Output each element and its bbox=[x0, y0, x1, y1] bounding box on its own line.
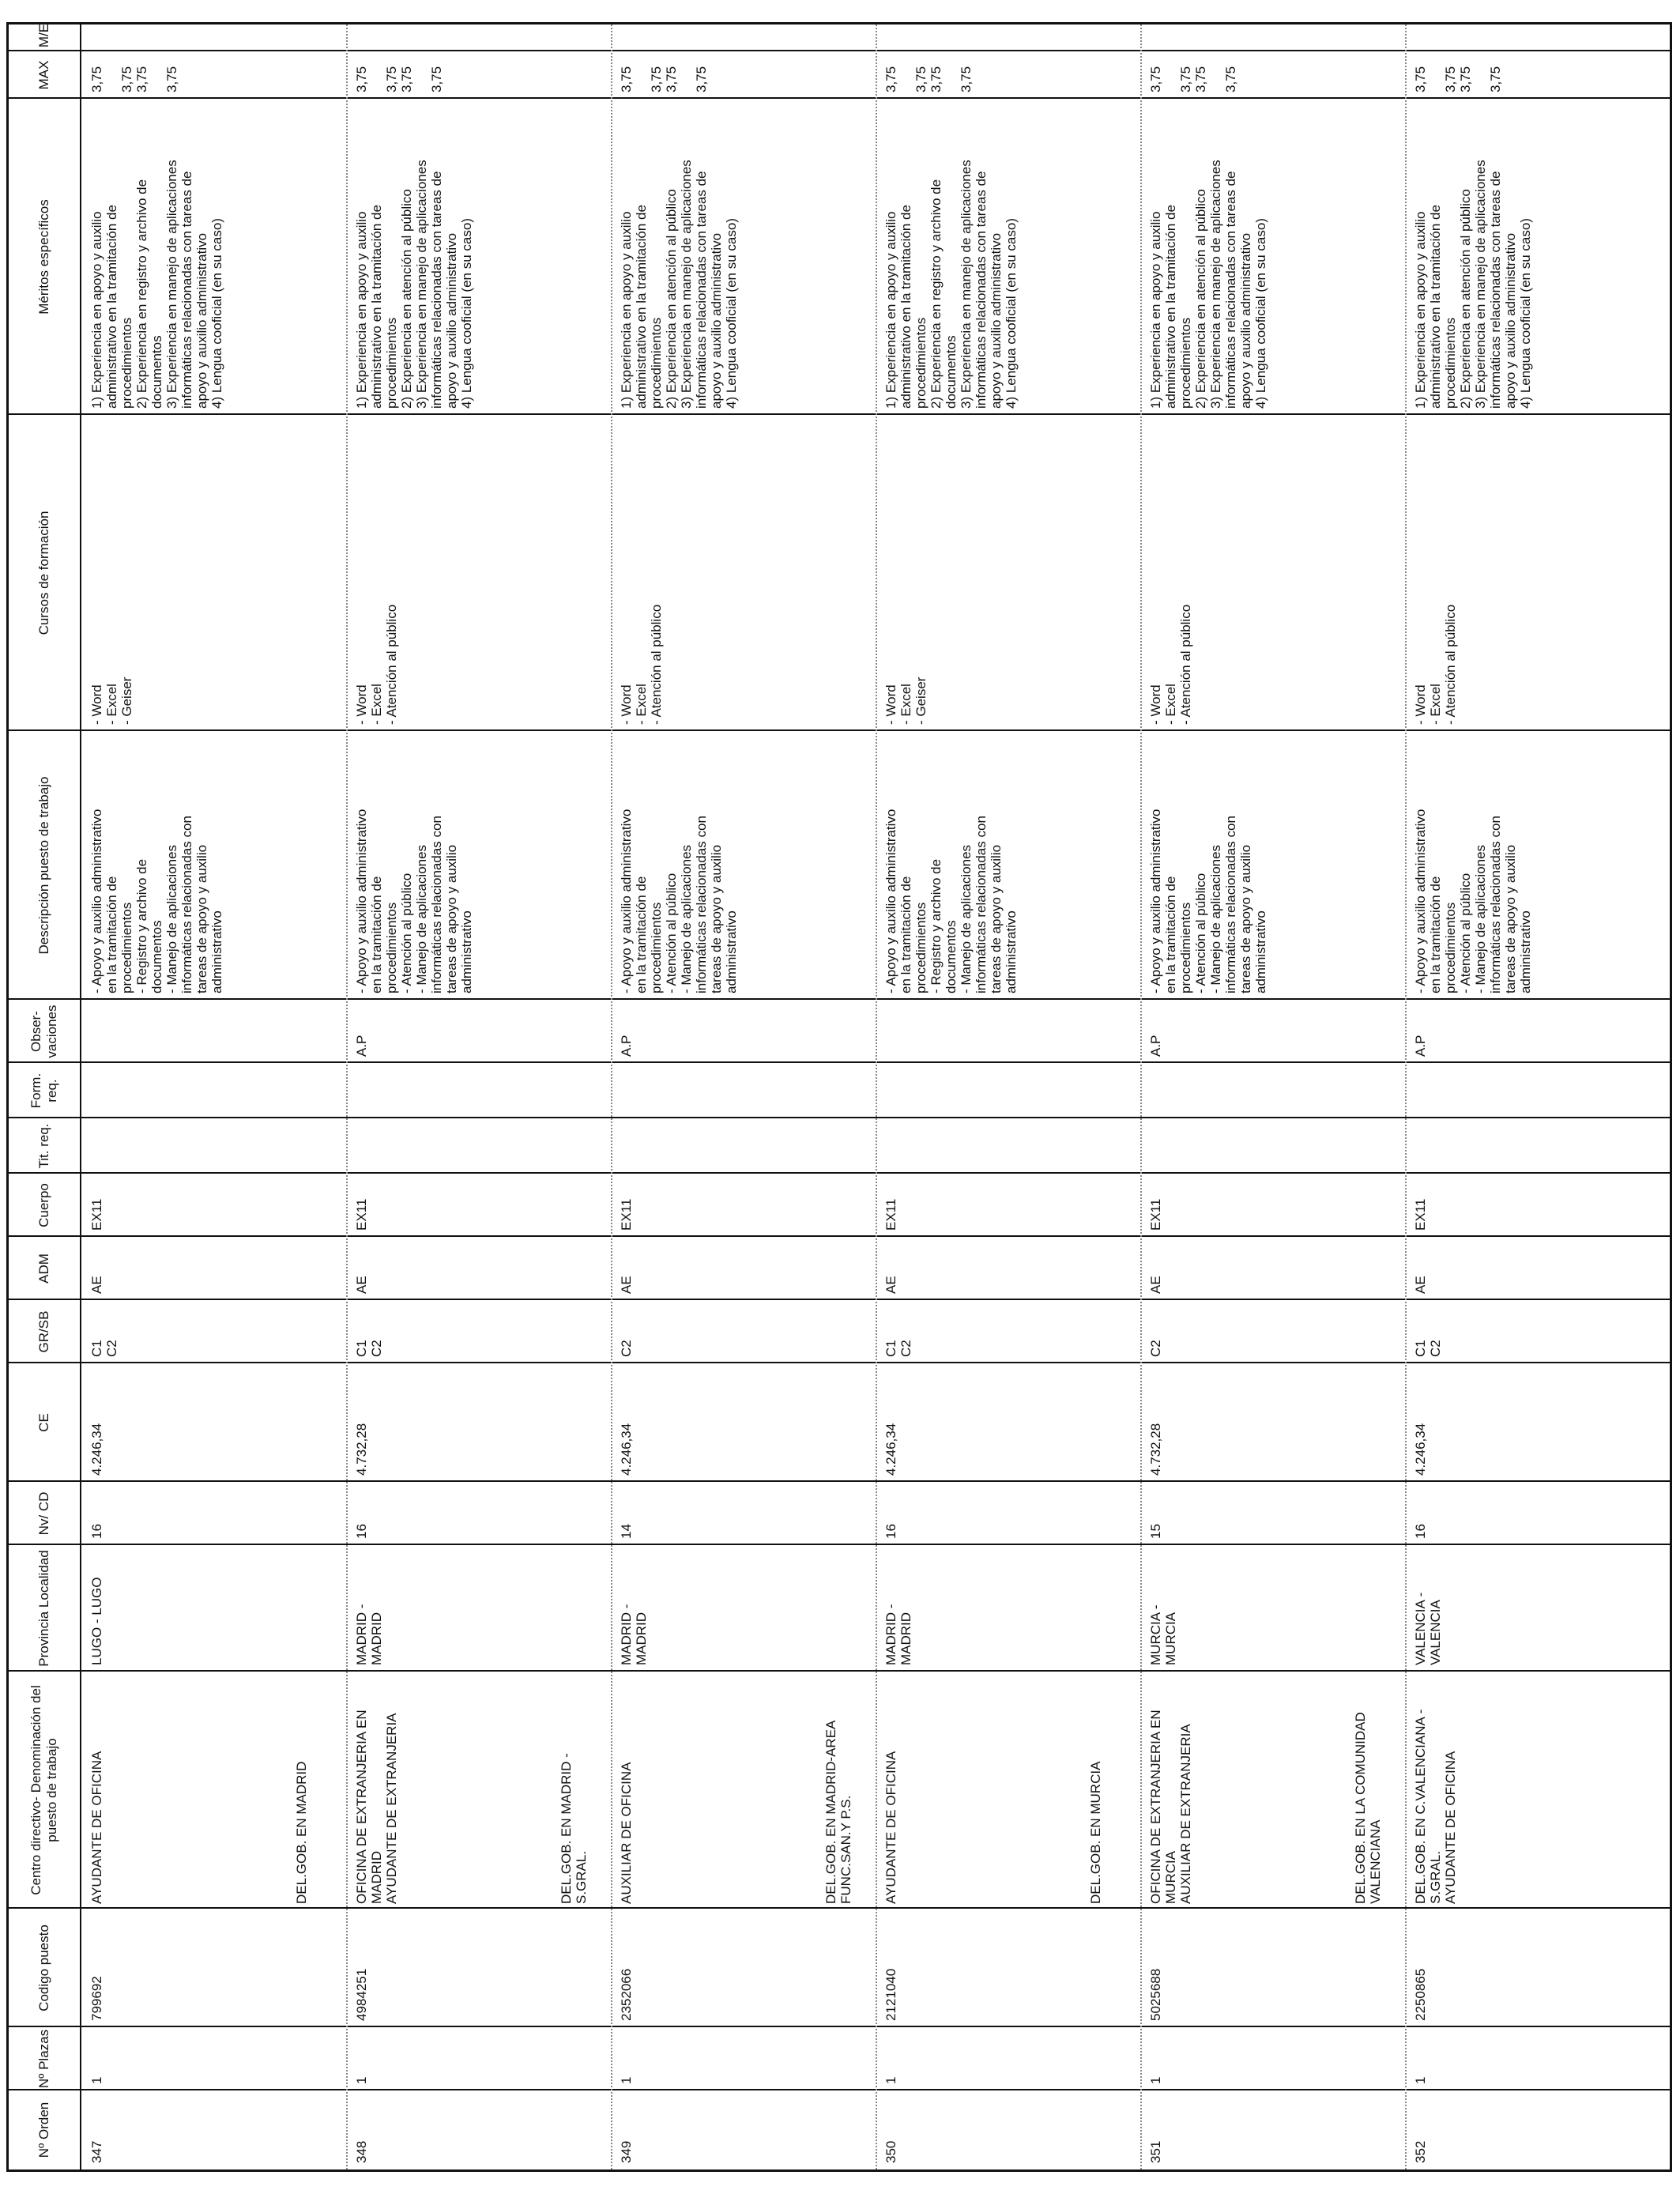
cell-descripcion: - Apoyo y auxilio administrativo en la tramitación de procedimientos - Registro y archivo de documentos - Manejo de aplicaciones informáticas relacionadas con tareas de apoyo y auxilio administrativo bbox=[883, 809, 1019, 993]
cell-adm: AE bbox=[89, 1276, 104, 1294]
row-separator bbox=[876, 25, 877, 2169]
cell-nivel: 16 bbox=[883, 1524, 898, 1539]
cell-observaciones: A.P bbox=[1148, 1035, 1163, 1057]
cell-descripcion: - Apoyo y auxilio administrativo en la tramitación de procedimientos - Atención al público - Manejo de aplicaciones informáticas relacionadas con tareas de apoyo y auxilio administrativo bbox=[1148, 809, 1268, 993]
cell-meritos: 1) Experiencia en apoyo y auxilio administrativo en la tramitación de procedimientos 2) Experiencia en atención al público 3) Experiencia en manejo de aplicaciones informáticas relacionadas con tareas de apoyo y auxilio administrativo 4) Lengua cooficial (en su caso) bbox=[1413, 160, 1533, 409]
column-divider bbox=[9, 1299, 1670, 1300]
cell-observaciones: A.P bbox=[1413, 1035, 1428, 1057]
cell-nivel: 16 bbox=[354, 1524, 369, 1539]
cell-adm: AE bbox=[883, 1276, 898, 1294]
cell-centro-directivo: DEL.GOB. EN MADRID-AREA FUNC.SAN.Y P.S. bbox=[823, 1720, 853, 1904]
cell-cuerpo: EX11 bbox=[354, 1198, 369, 1231]
cell-plazas: 1 bbox=[1148, 2076, 1163, 2084]
cell-nivel: 16 bbox=[89, 1524, 104, 1539]
header-plazas: Nº Plazas bbox=[36, 2029, 51, 2089]
cell-max: 3,75 3,75 3,75 3,75 bbox=[619, 66, 709, 92]
header-formacion: Form. req. bbox=[28, 1072, 59, 1109]
column-divider bbox=[9, 1117, 1670, 1118]
cell-centro-puesto: AYUDANTE DE OFICINA bbox=[89, 1751, 104, 1904]
row-separator bbox=[1140, 25, 1142, 2169]
cell-ce: 4.246,34 bbox=[883, 1423, 898, 1476]
cell-codigo: 4984251 bbox=[354, 1968, 369, 2021]
cell-grupo: C2 bbox=[1148, 1340, 1163, 1357]
cell-cuerpo: EX11 bbox=[89, 1198, 104, 1231]
cell-ce: 4.246,34 bbox=[1413, 1423, 1428, 1476]
cell-nivel: 15 bbox=[1148, 1524, 1163, 1539]
cell-centro-puesto: OFICINA DE EXTRANJERIA EN MURCIA AUXILIAR DE EXTRANJERIA bbox=[1148, 1710, 1193, 1904]
cell-max: 3,75 3,75 3,75 3,75 bbox=[883, 66, 974, 92]
cell-orden: 348 bbox=[354, 2140, 369, 2163]
row-separator bbox=[346, 25, 348, 2169]
cell-centro-directivo: DEL.GOB. EN MURCIA bbox=[1088, 1761, 1103, 1904]
cell-cursos: - Word - Excel - Geiser bbox=[883, 677, 929, 725]
column-divider bbox=[9, 97, 1670, 99]
header-cuerpo: Cuerpo bbox=[36, 1183, 51, 1227]
cell-grupo: C1 C2 bbox=[89, 1340, 119, 1357]
column-divider bbox=[9, 1480, 1670, 1482]
cell-codigo: 5025688 bbox=[1148, 1968, 1163, 2021]
header-ce: CE bbox=[36, 1413, 51, 1432]
header-provincia: Provincia Localidad bbox=[36, 1550, 51, 1667]
cell-centro-puesto: AUXILIAR DE OFICINA bbox=[619, 1762, 634, 1904]
header-observaciones: Obser- vaciones bbox=[28, 1005, 59, 1058]
cell-cursos: - Word - Excel - Atención al público bbox=[1413, 604, 1458, 725]
cell-grupo: C1 C2 bbox=[354, 1340, 384, 1357]
column-divider bbox=[9, 1670, 1670, 1672]
cell-orden: 347 bbox=[89, 2140, 104, 2163]
plazas-table bbox=[6, 22, 1672, 2172]
cell-nivel: 16 bbox=[1413, 1524, 1428, 1539]
cell-meritos: 1) Experiencia en apoyo y auxilio administrativo en la tramitación de procedimientos 2) Experiencia en atención al público 3) Experiencia en manejo de aplicaciones informáticas relacionadas con tareas de apoyo y auxilio administrativo 4) Lengua cooficial (en su caso) bbox=[1148, 160, 1268, 409]
cell-centro-directivo: DEL.GOB. EN MADRID bbox=[294, 1761, 309, 1904]
cell-centro-puesto: OFICINA DE EXTRANJERIA EN MADRID AYUDANTE DE EXTRANJERIA bbox=[354, 1710, 399, 1904]
cell-plazas: 1 bbox=[89, 2076, 104, 2084]
row-separator bbox=[611, 25, 612, 2169]
column-divider bbox=[9, 50, 1670, 51]
cell-max: 3,75 3,75 3,75 3,75 bbox=[89, 66, 179, 92]
cell-grupo: C1 C2 bbox=[1413, 1340, 1443, 1357]
column-divider bbox=[9, 998, 1670, 1000]
cell-descripcion: - Apoyo y auxilio administrativo en la tramitación de procedimientos - Atención al público - Manejo de aplicaciones informáticas relacionadas con tareas de apoyo y auxilio administrativo bbox=[1413, 809, 1533, 993]
column-divider bbox=[9, 2089, 1670, 2090]
cell-cursos: - Word - Excel - Atención al público bbox=[1148, 604, 1193, 725]
cell-meritos: 1) Experiencia en apoyo y auxilio administrativo en la tramitación de procedimientos 2) Experiencia en registro y archivo de documentos 3) Experiencia en manejo de aplicaciones informáticas relacionadas con tareas de apoyo y auxilio administrativo 4) Lengua cooficial (en su caso) bbox=[89, 160, 224, 409]
header-me: M/E bbox=[36, 23, 51, 48]
header-meritos: Méritos específicos bbox=[36, 199, 51, 315]
cell-cuerpo: EX11 bbox=[619, 1198, 634, 1231]
cell-provincia: MADRID - MADRID bbox=[883, 1604, 913, 1665]
cell-orden: 352 bbox=[1413, 2140, 1428, 2163]
cell-meritos: 1) Experiencia en apoyo y auxilio administrativo en la tramitación de procedimientos 2) Experiencia en atención al público 3) Experiencia en manejo de aplicaciones informáticas relacionadas con tareas de apoyo y auxilio administrativo 4) Lengua cooficial (en su caso) bbox=[619, 160, 739, 409]
cell-descripcion: - Apoyo y auxilio administrativo en la tramitación de procedimientos - Atención al público - Manejo de aplicaciones informáticas relacionadas con tareas de apoyo y auxilio administrativo bbox=[619, 809, 739, 993]
cell-cuerpo: EX11 bbox=[1148, 1198, 1163, 1231]
cell-centro-directivo: DEL.GOB. EN MADRID - S.GRAL. bbox=[559, 1753, 589, 1904]
cell-ce: 4.732,28 bbox=[354, 1423, 369, 1476]
cell-centro-directivo: DEL.GOB. EN LA COMUNIDAD VALENCIANA bbox=[1353, 1712, 1383, 1904]
column-divider bbox=[9, 2026, 1670, 2027]
cell-cursos: - Word - Excel - Atención al público bbox=[354, 604, 399, 725]
cell-descripcion: - Apoyo y auxilio administrativo en la tramitación de procedimientos - Registro y archivo de documentos - Manejo de aplicaciones informáticas relacionadas con tareas de apoyo y auxilio administrativo bbox=[89, 809, 224, 993]
cell-meritos: 1) Experiencia en apoyo y auxilio administrativo en la tramitación de procedimientos 2) Experiencia en registro y archivo de documentos 3) Experiencia en manejo de aplicaciones informáticas relacionadas con tareas de apoyo y auxilio administrativo 4) Lengua cooficial (en su caso) bbox=[883, 160, 1019, 409]
header-titulacion: Tit. req. bbox=[36, 1123, 51, 1169]
cell-nivel: 14 bbox=[619, 1524, 634, 1539]
column-divider bbox=[9, 1172, 1670, 1174]
cell-centro-puesto: AYUDANTE DE OFICINA bbox=[883, 1751, 898, 1904]
column-divider bbox=[9, 729, 1670, 731]
cell-provincia: MURCIA - MURCIA bbox=[1148, 1604, 1178, 1665]
cell-plazas: 1 bbox=[1413, 2076, 1428, 2084]
cell-ce: 4.732,28 bbox=[1148, 1423, 1163, 1476]
cell-ce: 4.246,34 bbox=[619, 1423, 634, 1476]
cell-codigo: 2121040 bbox=[883, 1968, 898, 2021]
cell-meritos: 1) Experiencia en apoyo y auxilio administrativo en la tramitación de procedimientos 2) Experiencia en atención al público 3) Experiencia en manejo de aplicaciones informáticas relacionadas con tareas de apoyo y auxilio administrativo 4) Lengua cooficial (en su caso) bbox=[354, 160, 474, 409]
header-descripcion: Descripción puesto de trabajo bbox=[36, 776, 51, 955]
header-grupo: GR/SB bbox=[36, 1310, 51, 1353]
cell-cuerpo: EX11 bbox=[1413, 1198, 1428, 1231]
cell-orden: 350 bbox=[883, 2140, 898, 2163]
cell-observaciones: A.P bbox=[619, 1035, 634, 1057]
header-cursos: Cursos de formación bbox=[36, 511, 51, 635]
cell-adm: AE bbox=[1413, 1276, 1428, 1294]
header-centro: Centro directivo- Denominación del puesto de trabajo bbox=[28, 1685, 59, 1895]
cell-cursos: - Word - Excel - Geiser bbox=[89, 677, 134, 725]
column-divider bbox=[9, 1061, 1670, 1063]
cell-provincia: MADRID - MADRID bbox=[354, 1604, 384, 1665]
cell-codigo: 2352066 bbox=[619, 1968, 634, 2021]
cell-descripcion: - Apoyo y auxilio administrativo en la tramitación de procedimientos - Atención al público - Manejo de aplicaciones informáticas relacionadas con tareas de apoyo y auxilio administrativo bbox=[354, 809, 474, 993]
cell-grupo: C2 bbox=[619, 1340, 634, 1357]
cell-observaciones: A.P bbox=[354, 1035, 369, 1057]
cell-max: 3,75 3,75 3,75 3,75 bbox=[1148, 66, 1238, 92]
cell-cuerpo: EX11 bbox=[883, 1198, 898, 1231]
cell-cursos: - Word - Excel - Atención al público bbox=[619, 604, 664, 725]
cell-max: 3,75 3,75 3,75 3,75 bbox=[354, 66, 444, 92]
row-separator bbox=[1405, 25, 1407, 2169]
column-divider bbox=[9, 1362, 1670, 1363]
column-divider bbox=[9, 413, 1670, 415]
column-divider bbox=[9, 1544, 1670, 1545]
cell-grupo: C1 C2 bbox=[883, 1340, 913, 1357]
header-adm: ADM bbox=[36, 1253, 51, 1284]
cell-codigo: 799692 bbox=[89, 1976, 104, 2021]
column-divider bbox=[9, 1235, 1670, 1237]
header-codigo: Codigo puesto bbox=[36, 1924, 51, 2011]
cell-ce: 4.246,34 bbox=[89, 1423, 104, 1476]
cell-adm: AE bbox=[1148, 1276, 1163, 1294]
cell-provincia: MADRID - MADRID bbox=[619, 1604, 649, 1665]
cell-centro-puesto: DEL.GOB. EN C.VALENCIANA - S.GRAL. AYUDANTE DE OFICINA bbox=[1413, 1709, 1458, 1904]
cell-provincia: VALENCIA - VALENCIA bbox=[1413, 1592, 1443, 1665]
cell-provincia: LUGO - LUGO bbox=[89, 1577, 104, 1665]
cell-max: 3,75 3,75 3,75 3,75 bbox=[1413, 66, 1503, 92]
header-max: MAX bbox=[36, 60, 51, 90]
column-divider bbox=[9, 1907, 1670, 1909]
cell-orden: 349 bbox=[619, 2140, 634, 2163]
cell-plazas: 1 bbox=[883, 2076, 898, 2084]
cell-adm: AE bbox=[354, 1276, 369, 1294]
cell-adm: AE bbox=[619, 1276, 634, 1294]
cell-plazas: 1 bbox=[354, 2076, 369, 2084]
cell-orden: 351 bbox=[1148, 2140, 1163, 2163]
header-orden: Nº Orden bbox=[36, 2102, 51, 2158]
header-nivel: Nv/ CD bbox=[36, 1491, 51, 1536]
cell-codigo: 2250865 bbox=[1413, 1968, 1428, 2021]
cell-plazas: 1 bbox=[619, 2076, 634, 2084]
